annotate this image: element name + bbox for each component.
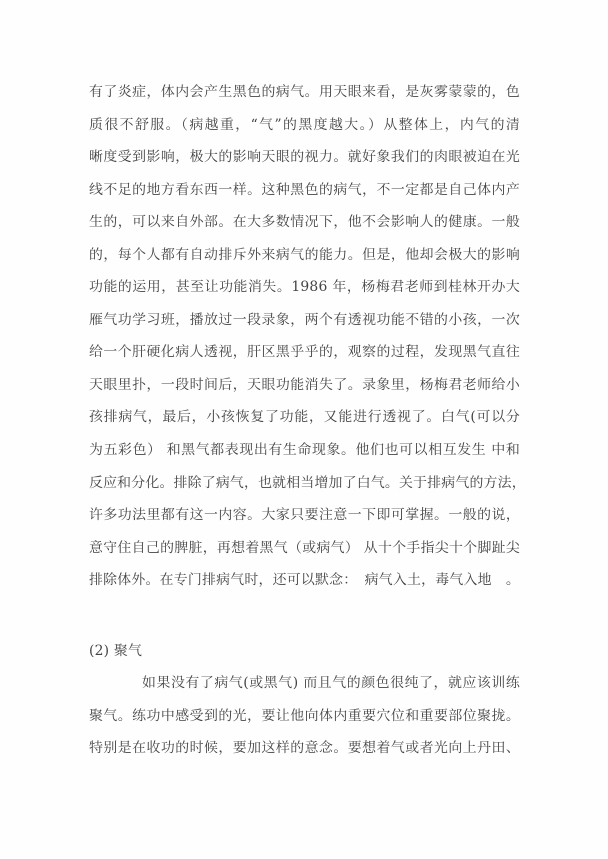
text-line: 意守住自己的脾脏，再想着黑气（或病气） 从十个手指尖十个脚趾尖	[89, 539, 520, 556]
text-line: 生的，可以来自外部。在大多数情况下，他不会影响人的健康。一般	[89, 214, 520, 231]
text-line: 聚气。练功中感受到的光，要让他向体内重要穴位和重要部位聚拢。	[89, 707, 520, 724]
text-line: 线不足的地方看东西一样。这种黑色的病气，不一定都是自己体内产	[89, 181, 520, 198]
text-line: 给一个肝硬化病人透视，肝区黑乎乎的，观察的过程，发现黑气直往	[89, 344, 520, 361]
text-line: 许多功法里都有这一内容。大家只要注意一下即可掌握。一般的说，	[89, 507, 520, 524]
paragraph-disease-qi	[89, 76, 526, 597]
text-line: 孩排病气，最后，小孩恢复了功能，又能进行透视了。白气(可以分	[89, 409, 520, 426]
text-line: 质很不舒服。（病越重，“气”的黑度越大。）从整体上，内气的清	[89, 116, 520, 133]
text-line: 反应和分化。排除了病气，也就相当增加了白气。关于排病气的方法，	[89, 474, 526, 491]
text-line: 天眼里扑，一段时间后，天眼功能消失了。录象里，杨梅君老师给小	[89, 376, 520, 393]
paragraph-gather-qi	[89, 667, 520, 765]
document-text	[89, 76, 526, 765]
text-line: 功能的运用，甚至让功能消失。1986 年，杨梅君老师到桂林开办大	[89, 279, 520, 296]
text-line: 如果没有了病气(或黑气) 而且气的颜色很纯了，就应该训练	[142, 675, 520, 692]
text-line: 晰度受到影响，极大的影响天眼的视力。就好象我们的肉眼被迫在光	[89, 149, 520, 166]
text-line: 雁气功学习班，播放过一段录象，两个有透视功能不错的小孩，一次	[89, 311, 520, 328]
text-line: 特别是在收功的时候，要加这样的意念。要想着气或者光向上丹田、	[89, 740, 520, 757]
text-line: 为五彩色） 和黑气都表现出有生命现象。他们也可以相互发生 中和	[89, 442, 520, 459]
section-heading-gather-qi: (2) 聚气	[89, 642, 143, 659]
text-line: 排除体外。在专门排病气时，还可以默念： 病气入土，毒气入地 。	[89, 572, 520, 589]
text-line: 有了炎症，体内会产生黑色的病气。用天眼来看，是灰雾蒙蒙的，色	[89, 84, 520, 100]
text-line: 的，每个人都有自动排斥外来病气的能力。但是，他却会极大的影响	[89, 246, 520, 263]
